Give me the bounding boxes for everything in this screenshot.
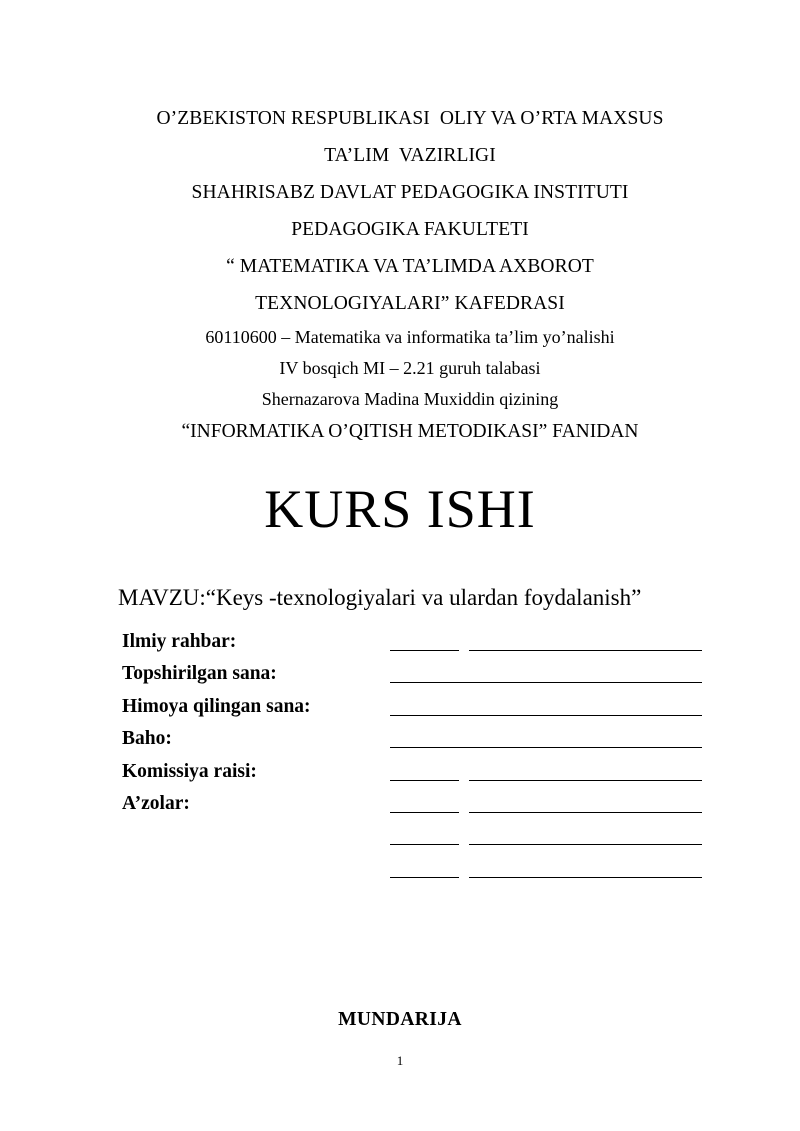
field-rule-group-ilmiy-rahbar [390, 629, 702, 655]
student-info [100, 322, 720, 448]
field-rule-group-azolar [390, 791, 702, 817]
signature-rule-short [390, 877, 459, 878]
signature-rule-short [390, 780, 459, 781]
field-rule-group-topshirilgan-sana [390, 661, 702, 687]
field-row-azolar-extra-1 [122, 823, 702, 855]
page-number: 1 [396, 1053, 404, 1068]
field-row-azolar-extra-2 [122, 856, 702, 888]
institution-header [100, 100, 720, 322]
field-rule-group-himoya-qilingan-sana [390, 694, 702, 720]
page-title: KURS ISHI [264, 479, 536, 539]
header-line-institute: SHAHRISABZ DAVLAT PEDAGOGIKA INSTITUTI [191, 182, 629, 203]
header-line-department-2: TEXNOLOGIYALARI” KAFEDRASI [255, 293, 565, 314]
signature-rule-long [469, 780, 702, 781]
info-line-student-name: Shernazarova Madina Muxiddin qizining [261, 389, 559, 409]
header-line-department-1: “ MATEMATIKA VA TA’LIMDA AXBOROT [226, 256, 594, 277]
field-row-ilmiy-rahbar [122, 629, 702, 661]
header-line-faculty: PEDAGOGIKA FAKULTETI [291, 219, 529, 240]
signature-rule-long [469, 812, 702, 813]
field-row-azolar [122, 791, 702, 823]
field-rule-group-azolar-extra-1 [390, 823, 702, 849]
subject-label: MAVZU: [118, 585, 206, 610]
signature-rule-long [469, 844, 702, 845]
subject-topic-line [118, 581, 782, 614]
field-row-himoya-qilingan-sana [122, 694, 702, 726]
field-label-topshirilgan-sana: Topshirilgan sana: [122, 663, 277, 685]
info-line-course-group: IV bosqich MI – 2.21 guruh talabasi [279, 358, 541, 378]
subject-value: “Keys -texnologiyalari va ulardan foydalanish” [205, 585, 642, 610]
field-row-baho [122, 726, 702, 758]
signature-rule-full [390, 715, 702, 716]
header-line-ministry-2: TA’LIM VAZIRLIGI [324, 145, 496, 166]
signature-rule-short [390, 650, 459, 651]
header-line-ministry-1: O’ZBEKISTON RESPUBLIKASI OLIY VA O’RTA MAXSUS [156, 108, 664, 129]
field-rule-group-azolar-extra-2 [390, 856, 702, 882]
field-rule-group-baho [390, 726, 702, 752]
info-line-subject-course: “INFORMATIKA O’QITISH METODIKASI” FANIDAN [181, 421, 639, 442]
field-row-topshirilgan-sana [122, 661, 702, 693]
signature-rule-short [390, 844, 459, 845]
signature-rule-long [469, 650, 702, 651]
field-label-baho: Baho: [122, 728, 172, 750]
field-rule-group-komissiya-raisi [390, 759, 702, 785]
field-label-komissiya-raisi: Komissiya raisi: [122, 760, 257, 782]
signature-rule-full [390, 747, 702, 748]
field-label-azolar: A’zolar: [122, 792, 190, 814]
info-line-programme: 60110600 – Matematika va informatika ta’lim yo’nalishi [205, 327, 615, 347]
signature-fields [122, 629, 702, 888]
field-label-ilmiy-rahbar: Ilmiy rahbar: [122, 631, 237, 652]
field-row-komissiya-raisi [122, 759, 702, 791]
field-label-himoya-qilingan-sana: Himoya qilingan sana: [122, 695, 311, 717]
footer-heading-mundarija: MUNDARIJA [338, 1009, 462, 1030]
signature-rule-full [390, 682, 702, 683]
signature-rule-short [390, 812, 459, 813]
signature-rule-long [469, 877, 702, 878]
